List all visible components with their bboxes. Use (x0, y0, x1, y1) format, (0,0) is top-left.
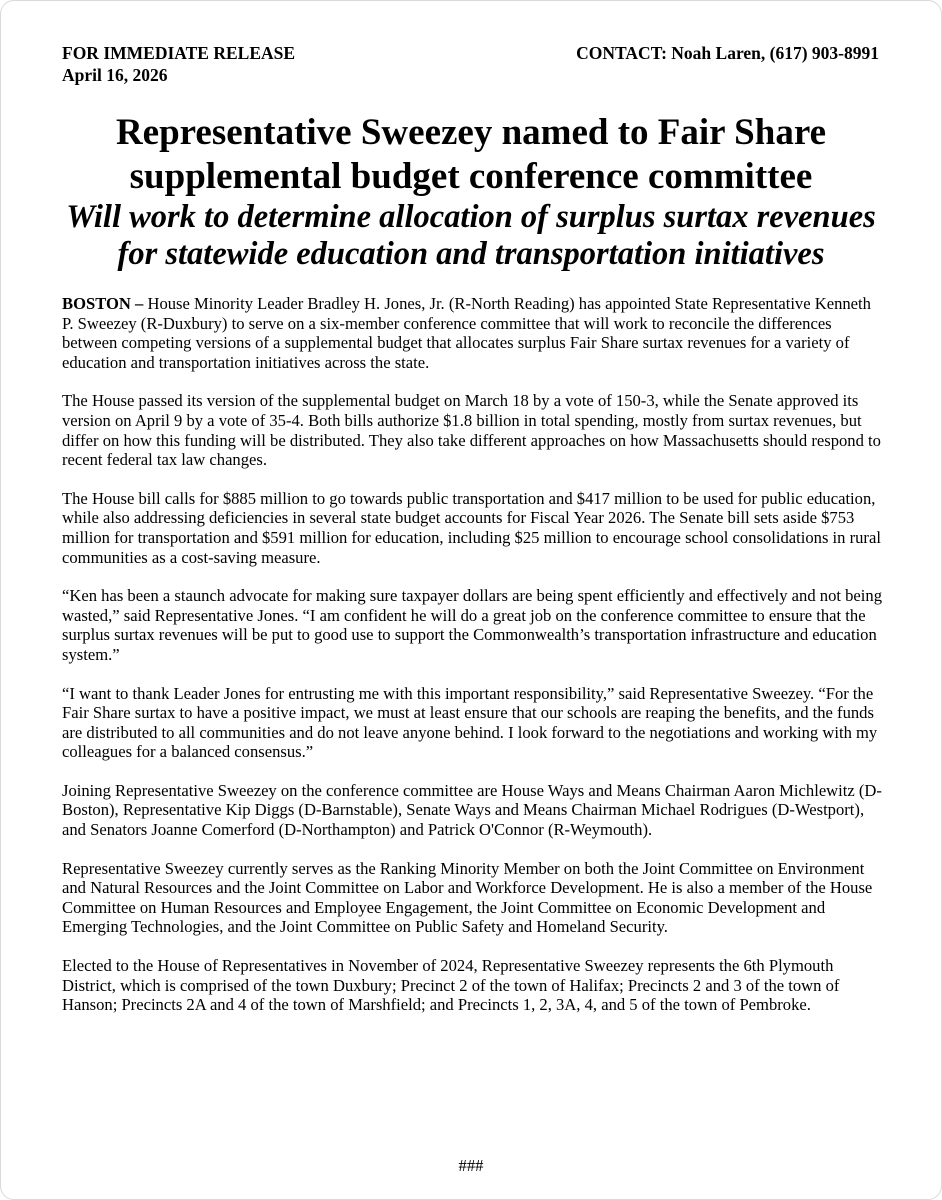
dateline: BOSTON – (62, 294, 144, 313)
contact-info: CONTACT: Noah Laren, (617) 903-8991 (576, 43, 879, 63)
headline-line-2: supplemental budget conference committee (129, 156, 813, 197)
headline (40, 111, 902, 199)
subheadline (40, 199, 902, 273)
end-mark: ### (458, 1156, 484, 1175)
paragraph-intro (62, 294, 884, 372)
release-info (62, 42, 295, 86)
paragraph-vote-summary: The House passed its version of the supplemental budget on March 18 by a vote of 150-3, while the Senate approved its version on April 9 by a vote of 35-4. Both bills authorize $1.8 billion in total spending, mostly from surtax revenues, but differ on how this funding will be distributed. They also take different approaches on how Massachusetts should respond to recent federal tax law changes. (62, 391, 881, 470)
paragraph-district: Elected to the House of Representatives in November of 2024, Representative Sweezey represents the 6th Plymouth District, which is comprised of the town Duxbury; Precinct 2 of the town of Halifax; Precincts 2 and 3 of the town of Hanson; Precincts 2A and 4 of the town of Marshfield; and Precincts 1, 2, 3A, 4, and 5 of the town of Pembroke. (62, 956, 840, 1015)
paragraph-intro-text: House Minority Leader Bradley H. Jones, Jr. (R-North Reading) has appointed State Representative Kenneth P. Sweezey (R-Duxbury) to serve on a six-member conference committee that will work to reconcile the differences between competing versions of a supplemental budget that allocates surplus Fair Share surtax revenues for a variety of education and transportation initiatives across the state. (62, 294, 871, 372)
release-date: April 16, 2026 (62, 65, 168, 85)
paragraph-sweezey-quote: “I want to thank Leader Jones for entrusting me with this important responsibility,” said Representative Sweezey. “For the Fair Share surtax to have a positive impact, we must at least ensure that our schools are reaping the benefits, and the funds are distributed to all communities and do not leave anyone behind. I look forward to the negotiations and working with my colleagues for a balanced consensus.” (62, 683, 878, 762)
subheadline-line-1: Will work to determine allocation of surplus surtax revenues (66, 199, 876, 235)
title-block (40, 111, 902, 273)
release-label: FOR IMMEDIATE RELEASE (62, 43, 296, 63)
paragraph-committee-roles: Representative Sweezey currently serves as the Ranking Minority Member on both the Joint Committee on Environment and Natural Resources and the Joint Committee on Labor and Workforce Development. He is also a member of the House Committee on Human Resources and Employee Engagement, the Joint Committee on Economic Development and Emerging Technologies, and the Joint Committee on Public Safety and Homeland Security. (62, 858, 873, 937)
paragraph-jones-quote: “Ken has been a staunch advocate for making sure taxpayer dollars are being spent efficiently and effectively and not being wasted,” said Representative Jones. “I am confident he will do a great job on the conference committee to ensure that the surplus surtax revenues will be put to good use to support the Commonwealth’s transportation infrastructure and education system.” (62, 586, 882, 664)
paragraph-budget-figures: The House bill calls for $885 million to go towards public transportation and $417 million to be used for public education, while also addressing deficiencies in several state budget accounts for Fiscal Year 2026. The Senate bill sets aside $753 million for transportation and $591 million for education, including $25 million to encourage school consolidations in rural communities as a cost-saving measure. (62, 488, 881, 567)
subheadline-line-2: for statewide education and transportation initiatives (117, 236, 825, 272)
press-release-body (62, 294, 884, 1034)
headline-line-1: Representative Sweezey named to Fair Share (115, 112, 827, 153)
paragraph-committee-members: Joining Representative Sweezey on the conference committee are House Ways and Means Chairman Aaron Michlewitz (D-Boston), Representative Kip Diggs (D-Barnstable), Senate Ways and Means Chairman Michael Rodrigues (D-Westport), and Senators Joanne Comerford (D-Northampton) and Patrick O'Connor (R-Weymouth). (62, 780, 882, 840)
